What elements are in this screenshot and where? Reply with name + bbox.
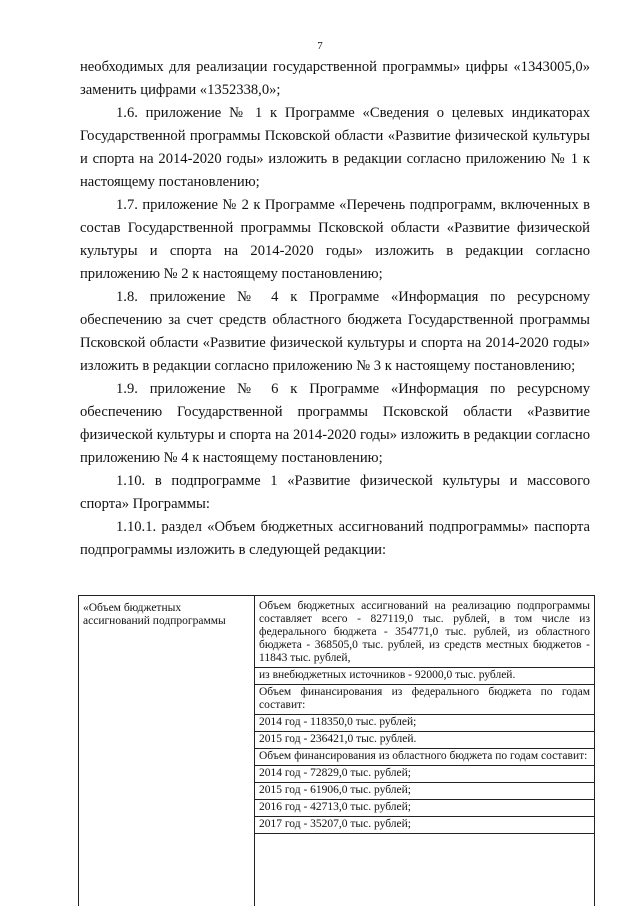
table-value-cell (255, 596, 594, 906)
table-row: 2015 год - 61906,0 тыс. рублей; (255, 783, 594, 800)
table-row: из внебюджетных источников - 92000,0 тыс. рублей. (255, 668, 594, 685)
table-row: 2017 год - 35207,0 тыс. рублей; (255, 817, 594, 834)
table-row: Объем финансирования из областного бюджета по годам составит: (255, 749, 594, 766)
paragraph: 1.9. приложение № 6 к Программе «Информация по ресурсному обеспечению Государственной программы Псковской области «Развитие физической культуры и спорта на 2014-2020 годы» изложить в редакции согласно приложению № 4 к настоящему постановлению; (80, 381, 590, 466)
budget-table (78, 595, 595, 906)
document-body (80, 56, 590, 562)
table-label-cell: «Объем бюджетных ассигнований подпрограммы (79, 596, 255, 906)
paragraph: 1.8. приложение № 4 к Программе «Информация по ресурсному обеспечению за счет средств областного бюджета Государственной программы Псковской области «Развитие физической культуры и спорта на 2014-2020 годы» изложить в редакции согласно приложению № 3 к настоящему постановлению; (80, 289, 590, 374)
table-row: 2016 год - 42713,0 тыс. рублей; (255, 800, 594, 817)
table-row: 2015 год - 236421,0 тыс. рублей. (255, 732, 594, 749)
paragraph: 1.6. приложение № 1 к Программе «Сведения о целевых индикаторах Государственной программы Псковской области «Развитие физической культуры и спорта на 2014-2020 годы» изложить в редакции согласно приложению № 1 к настоящему постановлению; (80, 105, 590, 190)
table-row: Объем бюджетных ассигнований на реализацию подпрограммы составляет всего - 827119,0 тыс. рублей, в том числе из федерального бюджета - 354771,0 тыс. рублей, из областного бюджета - 368505,0 тыс. рублей, из средств местных бюджетов - 11843 тыс. рублей, (255, 596, 594, 668)
paragraph: 1.10.1. раздел «Объем бюджетных ассигнований подпрограммы» паспорта подпрограммы изложить в следующей редакции: (80, 519, 590, 558)
page-number: 7 (317, 40, 323, 52)
paragraph: 1.10. в подпрограмме 1 «Развитие физической культуры и массового спорта» Программы: (80, 473, 590, 512)
table-row: Объем финансирования из федерального бюджета по годам составит: (255, 685, 594, 715)
table-row: 2014 год - 118350,0 тыс. рублей; (255, 715, 594, 732)
paragraph: 1.7. приложение № 2 к Программе «Перечень подпрограмм, включенных в состав Государственной программы Псковской области «Развитие физической культуры и спорта на 2014-2020 годы» изложить в редакции согласно приложению № 2 к настоящему постановлению; (80, 197, 590, 282)
paragraph: необходимых для реализации государственной программы» цифры «1343005,0» заменить цифрами «1352338,0»; (80, 59, 590, 98)
table-row: 2014 год - 72829,0 тыс. рублей; (255, 766, 594, 783)
